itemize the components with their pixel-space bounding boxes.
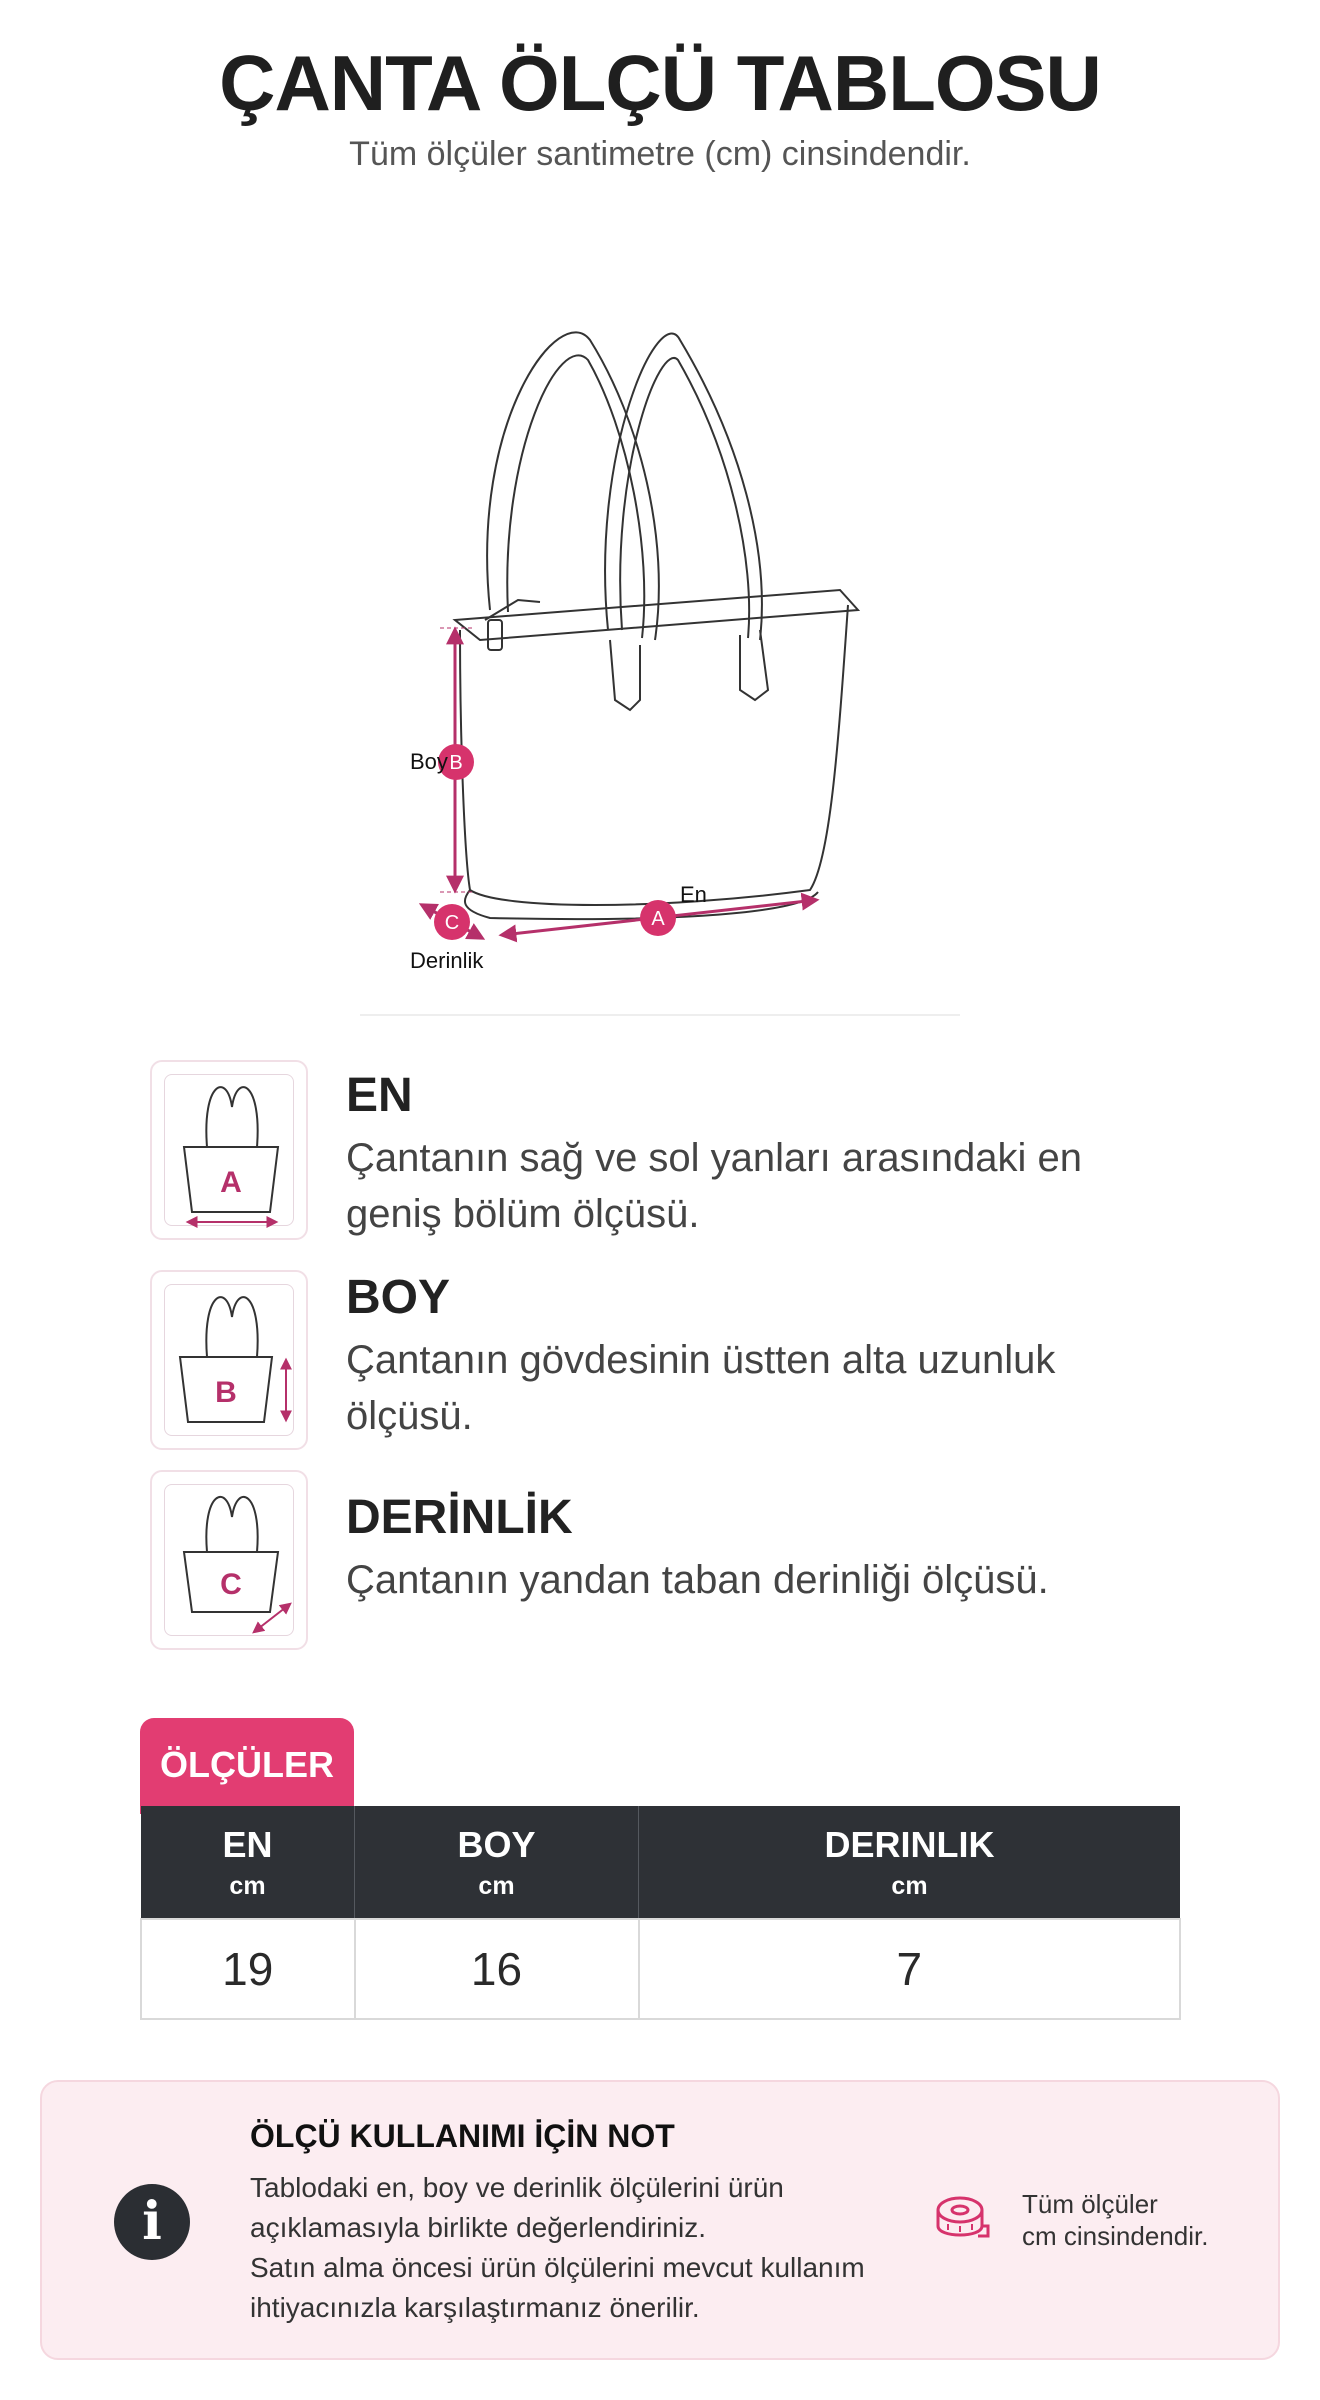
thumb-derinlik — [150, 1470, 308, 1650]
value-derinlik: 7 — [639, 1919, 1181, 2019]
note-side-line: cm cinsindendir. — [1022, 2221, 1209, 2251]
thumb-letter: A — [220, 1166, 242, 1199]
thumb-en — [150, 1060, 308, 1240]
column-header-boy — [355, 1806, 639, 1919]
label-en: En — [680, 882, 707, 907]
definition-text: Çantanın sağ ve sol yanları arasındaki en geniş bölüm ölçüsü. — [346, 1136, 1082, 1236]
handbag-icon — [152, 1472, 310, 1652]
measuring-tape-icon — [934, 2190, 990, 2246]
definition-title: BOY — [346, 1271, 451, 1324]
definition-text: Çantanın gövdesinin üstten alta uzunluk ölçüsü. — [346, 1338, 1056, 1438]
label-boy: Boy — [410, 749, 448, 774]
column-label: EN — [222, 1823, 273, 1865]
info-icon: i — [114, 2184, 190, 2260]
note-side-text — [1022, 2188, 1208, 2252]
column-unit: cm — [478, 1871, 515, 1900]
handbag-icon — [152, 1062, 310, 1242]
marker-b: B — [449, 752, 463, 774]
value-boy: 16 — [355, 1919, 639, 2019]
note-line: ihtiyacınızla karşılaştırmanız önerilir. — [250, 2292, 700, 2323]
definition-en — [150, 1060, 1150, 1270]
label-derinlik: Derinlik — [410, 948, 484, 973]
column-header-en — [141, 1806, 355, 1919]
handbag-icon — [152, 1272, 310, 1452]
thumb-letter: B — [215, 1376, 237, 1409]
note-line: Tablodaki en, boy ve derinlik ölçülerini ürün — [250, 2172, 784, 2203]
value-en: 19 — [141, 1919, 355, 2019]
thumb-boy — [150, 1270, 308, 1450]
measurements-table — [140, 1806, 1181, 2020]
definition-text: Çantanın yandan taban derinliği ölçüsü. — [346, 1558, 1049, 1602]
column-label: BOY — [457, 1823, 536, 1865]
table-row — [141, 1919, 1180, 2019]
note-line: Satın alma öncesi ürün ölçülerini mevcut kullanım — [250, 2252, 865, 2283]
bag-measurement-diagram — [360, 300, 960, 1020]
measurement-definitions — [150, 1060, 1150, 1650]
note-line: açıklamasıyla birlikte değerlendiriniz. — [250, 2212, 706, 2243]
thumb-letter: C — [220, 1568, 242, 1601]
note-text — [250, 2168, 890, 2328]
column-label: DERINLIK — [824, 1823, 995, 1865]
usage-note — [40, 2080, 1280, 2360]
marker-a: A — [651, 908, 665, 930]
measurements-tag: ÖLÇÜLER — [140, 1718, 354, 1814]
table-header-row — [141, 1806, 1180, 1919]
column-header-derinlik — [639, 1806, 1181, 1919]
marker-c: C — [444, 912, 460, 934]
definition-boy — [150, 1270, 1150, 1470]
note-side-line: Tüm ölçüler — [1022, 2189, 1158, 2219]
definition-title: DERİNLİK — [346, 1491, 573, 1544]
column-unit: cm — [229, 1871, 266, 1900]
page-subtitle: Tüm ölçüler santimetre (cm) cinsindendir. — [349, 135, 971, 173]
note-title: ÖLÇÜ KULLANIMI İÇİN NOT — [250, 2118, 675, 2154]
handbag-icon — [455, 332, 858, 919]
definition-derinlik — [150, 1470, 1150, 1650]
page-title: ÇANTA ÖLÇÜ TABLOSU — [219, 39, 1101, 127]
column-unit: cm — [891, 1871, 928, 1900]
definition-title: EN — [346, 1069, 413, 1122]
